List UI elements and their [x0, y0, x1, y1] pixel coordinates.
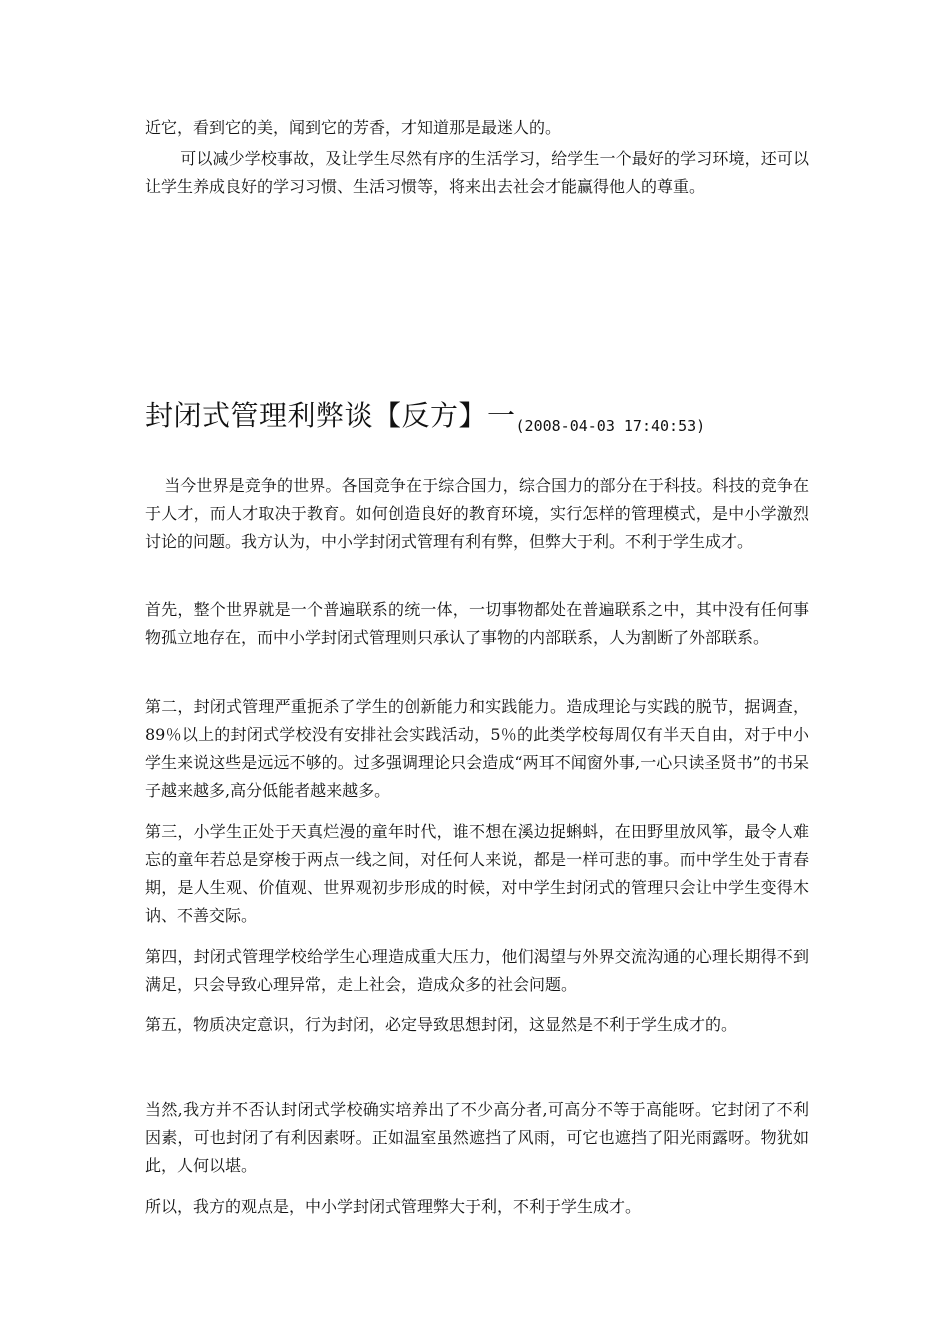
article-paragraph: 所以，我方的观点是，中小学封闭式管理弊大于利，不利于学生成才。	[145, 1197, 642, 1216]
article-paragraph: 当今世界是竞争的世界。各国竞争在于综合国力，综合国力的部分在于科技。科技的竞争在于人才，而人才取决于教育。如何创造良好的教育环境，实行怎样的管理模式，是中小学激烈讨论的问题。我方认为，中小学封闭式管理有利有弊，但弊大于利。不利于学生成才。	[145, 476, 809, 551]
intro-paragraph: 可以减少学校事故，及让学生尽然有序的生活学习，给学生一个最好的学习环境，还可以让学生养成良好的学习习惯、生活习惯等，将来出去社会才能赢得他人的尊重。	[145, 149, 809, 196]
article-heading	[145, 396, 705, 436]
intro-line: 近它，看到它的美，闻到它的芳香，才知道那是最迷人的。	[145, 118, 562, 137]
article-paragraph: 当然,我方并不否认封闭式学校确实培养出了不少高分者,可高分不等于高能呀。它封闭了不利因素，可也封闭了有利因素呀。正如温室虽然遮挡了风雨，可它也遮挡了阳光雨露呀。物犹如此，人何以堪。	[145, 1100, 809, 1175]
article-paragraph: 第三，小学生正处于天真烂漫的童年时代，谁不想在溪边捉蝌蚪，在田野里放风筝，最令人难忘的童年若总是穿梭于两点一线之间，对任何人来说，都是一样可悲的事。而中学生处于青春期，是人生观、价值观、世界观初步形成的时候，对中学生封闭式的管理只会让中学生变得木讷、不善交际。	[145, 822, 809, 925]
article-timestamp: (2008-04-03 17:40:53)	[515, 417, 706, 435]
article-paragraph: 首先，整个世界就是一个普遍联系的统一体，一切事物都处在普遍联系之中，其中没有任何事物孤立地存在，而中小学封闭式管理则只承认了事物的内部联系，人为割断了外部联系。	[145, 600, 809, 647]
article-paragraph: 第四，封闭式管理学校给学生心理造成重大压力，他们渴望与外界交流沟通的心理长期得不到满足，只会导致心理异常，走上社会，造成众多的社会问题。	[145, 947, 809, 994]
article-paragraph: 第五，物质决定意识，行为封闭，必定导致思想封闭，这显然是不利于学生成才的。	[145, 1015, 738, 1034]
article-paragraph: 第二，封闭式管理严重扼杀了学生的创新能力和实践能力。造成理论与实践的脱节，据调查，89％以上的封闭式学校没有安排社会实践活动，5％的此类学校每周仅有半天自由，对于中小学生来说这些是远远不够的。过多强调理论只会造成“两耳不闻窗外事,一心只读圣贤书”的书呆子越来越多,高分低能者越来越多。	[145, 697, 809, 800]
article-title: 封闭式管理利弊谈【反方】一	[145, 399, 516, 432]
